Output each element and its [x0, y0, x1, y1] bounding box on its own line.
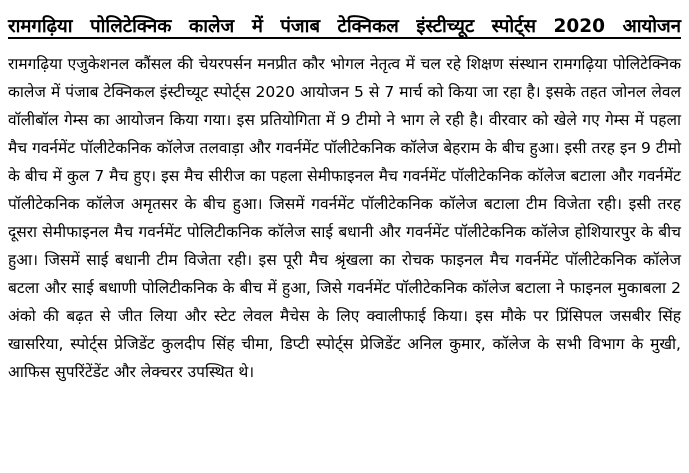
article-body: रामगढ़िया एजुकेशनल कौंसल की चेयरपर्सन मनप्रीत कौर भोगल नेतृत्व में चल रहे शिक्षण संस्थान रामगढ़िया पोलिटेक्निक कालेज में पंजाब टेक्निकल इंस्टीच्यूट स्पोर्ट्स 2020 आयोजन 5 से 7 मार्च को किया जा रहा है। इसके तहत जोनल लेवल वॉलीबॉल गेम्स का आयोजन किया गया। इस प्रतियोगिता में 9 टीमो ने भाग ले रही है। वीरवार को खेले गए गेम्स में पहला मैच गवर्नमेंट पॉलीटेकनिक कॉलेज तलवाड़ा और गवर्नमेंट पॉलीटेकनिक कॉलेज बेहराम के बीच हुआ। इसी तरह इन 9 टीमो के बीच में कुल 7 मैच हुए। इस मैच सीरीज का पहला सेमीफाइनल मैच गवर्नमेंट पॉलीटेकनिक कॉलेज बटाला और गवर्नमेंट पॉलीटेकनिक कॉलेज अमृतसर के बीच हुआ। जिसमें गवर्नमेंट पॉलीटेकनिक कॉलेज बटाला टीम विजेता रही। इसी तरह दूसरा सेमीफाइनल मैच गवर्नमेंट पोलिटीकनिक कॉलेज साई बधानी और गवर्नमेंट पॉलीटेकनिक कॉलेज होशियारपुर के बीच हुआ। जिसमें साई बधानी टीम विजेता रही। इस पूरी मैच श्रृंखला का रोचक फाइनल मैच गवर्नमेंट पॉलीटेकनिक कॉलेज बटला और साई बधाणी पोलिटीकनिक के बीच में हुआ, जिसे गवर्नमेंट पॉलीटेकनिक कॉलेज बटाला ने फाइनल मुकाबला 2 अंको की बढ़त से जीत लिया और स्टेट लेवल मैचेस के लिए क्वालीफाई किया। इस मौके पर प्रिंसिपल जसबीर सिंह खासरिया, स्पोर्ट्स प्रेजिडेंट कुलदीप सिंह चीमा, डिप्टी स्पोर्ट्स प्रेजिडेंट अनिल कुमार, कॉलेज के सभी विभाग के मुखी, आफिस सुपरिंटेंडेंट और लेक्चरर उपस्थित थे।	[8, 54, 681, 381]
article-title: रामगढ़िया पोलिटेक्निक कालेज में पंजाब टेक्निकल इंस्टीच्यूट स्पोर्ट्स 2020 आयोजन	[8, 16, 681, 37]
